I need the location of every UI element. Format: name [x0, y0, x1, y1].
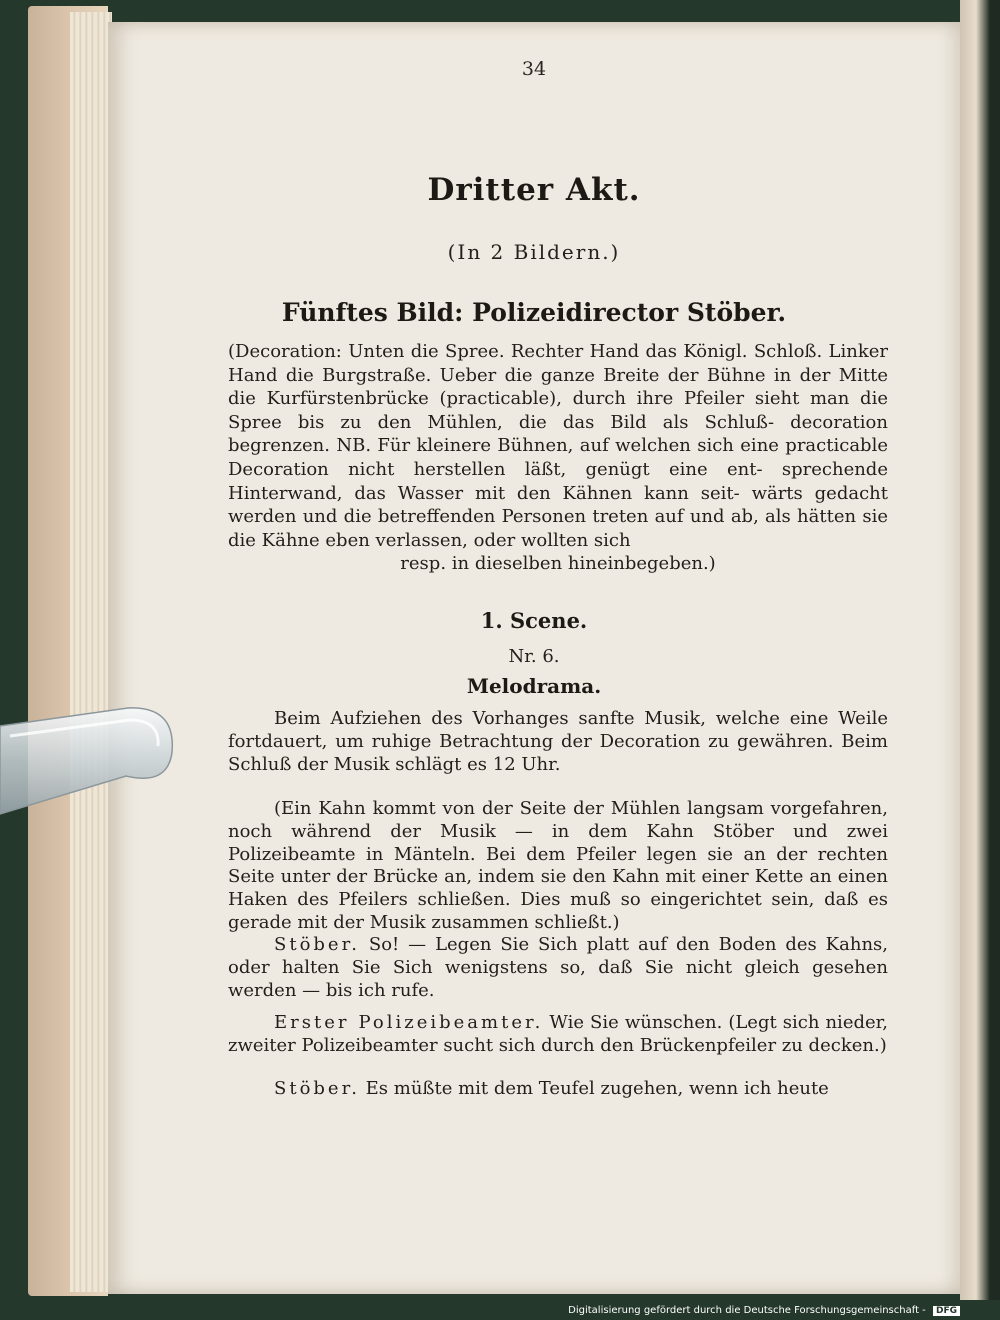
number-label: Nr. 6. — [508, 646, 560, 667]
decoration-line: Linker Hand die Burgstraße. Ueber die ganze Breite der Bühne in — [228, 341, 888, 386]
dialogue-text: Wie Sie wünschen. (Legt sich nieder, zweiter Polizeibeamter sucht sich durch den Brückenpfeiler zu decken.) — [228, 1012, 888, 1056]
melodrama-text: Beim Aufziehen des Vorhanges sanfte Musik, welche eine Weile fortdauert, um ruhige Betrachtung der Decoration zu gewähren. Beim Schluß der Musik schlägt es 12 Uhr. — [228, 708, 888, 775]
decoration-line: (Decoration: Unten die Spree. Rechter Hand das Königl. Schloß. — [228, 341, 823, 362]
decoration-description — [228, 340, 888, 576]
speaker-name: Stöber. — [274, 1078, 360, 1099]
piece-title: Melodrama. — [466, 674, 602, 698]
decoration-line: resp. in dieselben hineinbegeben.) — [400, 553, 716, 575]
digitization-footer — [568, 1305, 960, 1316]
scene-heading: 1. Scene. — [480, 608, 588, 633]
decoration-line: sieht man die Spree bis zu den Mühlen, die das Bild als Schluß- — [228, 388, 888, 433]
decoration-line: sprechende Hinterwand, das Wasser mit den Kähnen kann seit- — [228, 458, 888, 504]
speaker-name: Erster Polizeibeamter. — [274, 1012, 544, 1033]
act-subtitle: (In 2 Bildern.) — [447, 240, 621, 264]
decoration-line: wärts gedacht werden und die betreffenden Personen treten auf — [228, 482, 888, 528]
glass-page-holder — [0, 706, 176, 818]
dialogue-entry — [228, 1078, 888, 1101]
act-title: Dritter Akt. — [427, 172, 641, 208]
dialogue-entry — [228, 1012, 888, 1058]
page-edges — [70, 12, 112, 1292]
decoration-line: eine practicable Decoration nicht herstellen läßt, genügt eine ent- — [228, 435, 888, 480]
dialogue-text: Es müßte mit dem Teufel zugehen, wenn ich heute — [365, 1078, 829, 1099]
speaker-name: Stöber. — [274, 934, 360, 955]
footer-text: Digitalisierung gefördert durch die Deutsche Forschungsgemeinschaft - — [568, 1305, 926, 1316]
dfg-logo: DFG — [933, 1306, 960, 1316]
facing-page-edge — [960, 0, 1000, 1300]
stage-direction: (Ein Kahn kommt von der Seite der Mühlen langsam vorgefahren, noch während der Musik — in dem Kahn Stöber und zwei Polizeibeamte in Mänteln. Bei dem Pfeiler legen sie an der rechten Seite unter der Brücke an, indem sie den Kahn mit einer Kette an einen Haken des Pfeilers schließen. Dies muß so eingerichtet sein, daß es gerade mit der Musik zusammen schließt.) — [228, 798, 888, 933]
dialogue-text: So! — Legen Sie Sich platt auf den Boden des Kahns, oder halten Sie Sich wenigstens so, daß Sie nicht gleich gesehen werden — bis ich rufe. — [228, 934, 888, 1001]
scene-image-title: Fünftes Bild: Polizeidirector Stöber. — [281, 298, 787, 327]
book-page — [108, 22, 960, 1294]
dialogue-entry — [228, 934, 888, 1002]
decoration-line: und ab, als hätten sie die Kähne eben verlassen, oder wollten sich — [228, 506, 888, 551]
page-number: 34 — [521, 58, 547, 80]
decoration-line: decoration begrenzen. NB. Für kleinere Bühnen, auf welchen sich — [228, 411, 888, 457]
decoration-line: der Mitte die Kurfürstenbrücke (practicable), durch ihre Pfeiler — [228, 364, 888, 410]
